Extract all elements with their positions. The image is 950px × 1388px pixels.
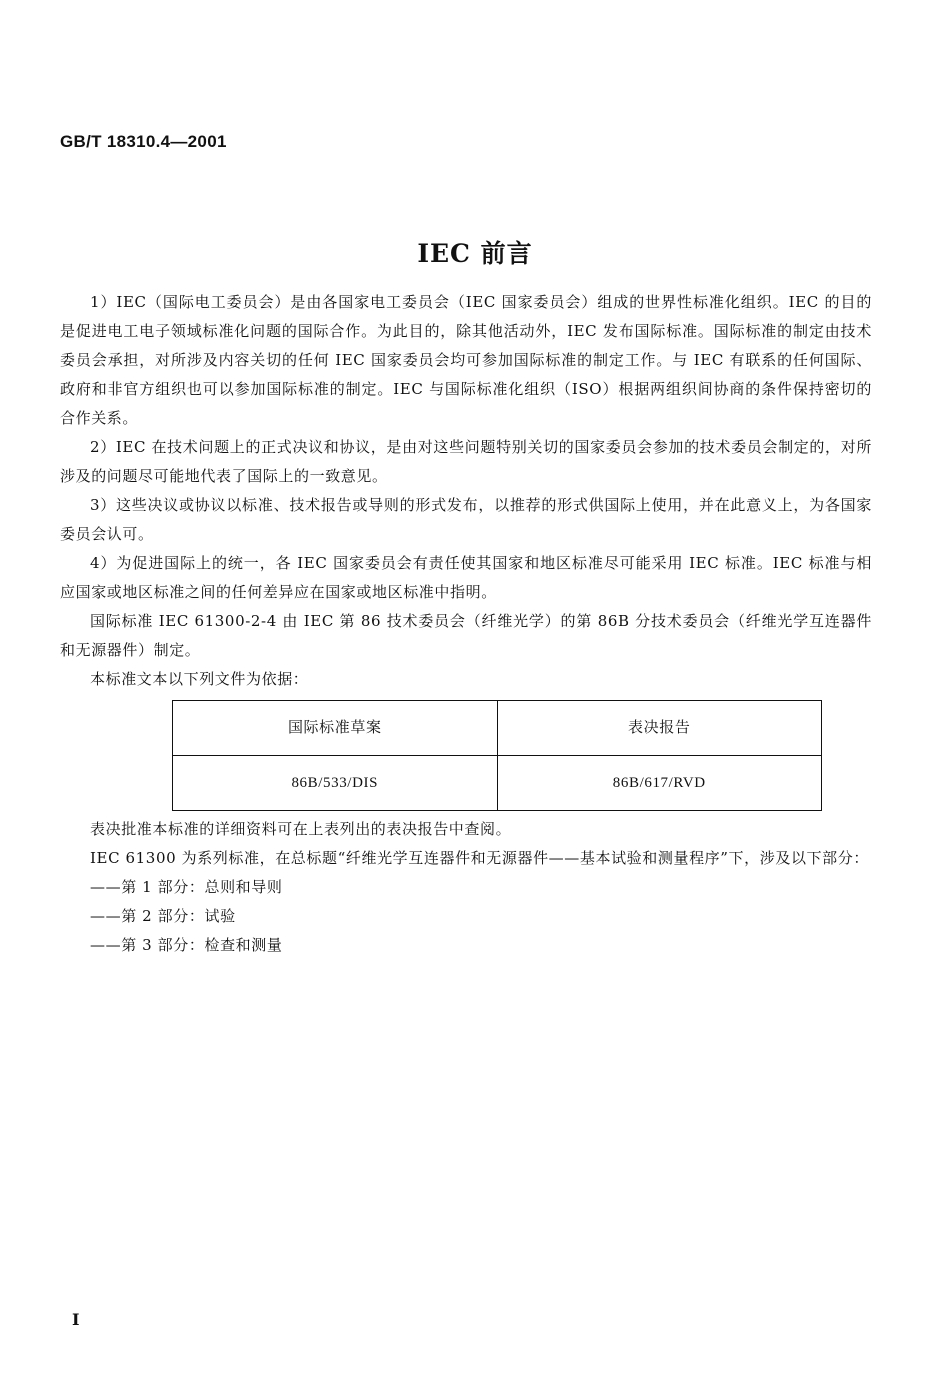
page-title: IEC 前言 <box>417 239 533 268</box>
table-cell: 86B/533/DIS <box>173 756 498 811</box>
paragraph-7: 表决批准本标准的详细资料可在上表列出的表决报告中查阅。 <box>90 820 512 838</box>
page-number: I <box>72 1310 80 1329</box>
table-header-cell: 国际标准草案 <box>173 701 498 756</box>
list-item: ——第 2 部分：试验 <box>90 907 236 925</box>
table-cell: 86B/617/RVD <box>497 756 822 811</box>
list-item: ——第 1 部分：总则和导则 <box>90 878 283 896</box>
document-code: GB/T 18310.4—2001 <box>60 132 227 151</box>
list-item: ——第 3 部分：检查和测量 <box>90 936 283 954</box>
document-body <box>60 288 872 960</box>
paragraph-8: IEC 61300 为系列标准，在总标题“纤维光学互连器件和无源器件——基本试验和测量程序”下，涉及以下部分： <box>90 849 869 867</box>
paragraph-6: 本标准文本以下列文件为依据： <box>90 670 309 688</box>
table-header-row <box>173 701 822 756</box>
paragraph-4: 4）为促进国际上的统一，各 IEC 国家委员会有责任使其国家和地区标准尽可能采用 IEC 标准。IEC 标准与相应国家或地区标准之间的任何差异应在国家或地区标准中指明。 <box>60 554 872 601</box>
table-header-cell: 表决报告 <box>497 701 822 756</box>
paragraph-5: 国际标准 IEC 61300-2-4 由 IEC 第 86 技术委员会（纤维光学）的第 86B 分技术委员会（纤维光学互连器件和无源器件）制定。 <box>60 612 872 659</box>
basis-documents-table <box>172 700 822 811</box>
paragraph-1: 1）IEC（国际电工委员会）是由各国家电工委员会（IEC 国家委员会）组成的世界性标准化组织。IEC 的目的是促进电工电子领域标准化问题的国际合作。为此目的，除其他活动外，IEC 发布国际标准。国际标准的制定由技术委员会承担，对所涉及内容关切的任何 IEC 国家委员会均可参加国际标准的制定工作。与 IEC 有联系的任何国际、政府和非官方组织也可以参加国际标准的制定。IEC 与国际标准化组织（ISO）根据两组织间协商的条件保持密切的合作关系。 <box>60 293 872 427</box>
table-row <box>173 756 822 811</box>
paragraph-2: 2）IEC 在技术问题上的正式决议和协议，是由对这些问题特别关切的国家委员会参加的技术委员会制定的，对所涉及的问题尽可能地代表了国际上的一致意见。 <box>60 438 872 485</box>
paragraph-3: 3）这些决议或协议以标准、技术报告或导则的形式发布，以推荐的形式供国际上使用，并在此意义上，为各国家委员会认可。 <box>60 496 872 543</box>
